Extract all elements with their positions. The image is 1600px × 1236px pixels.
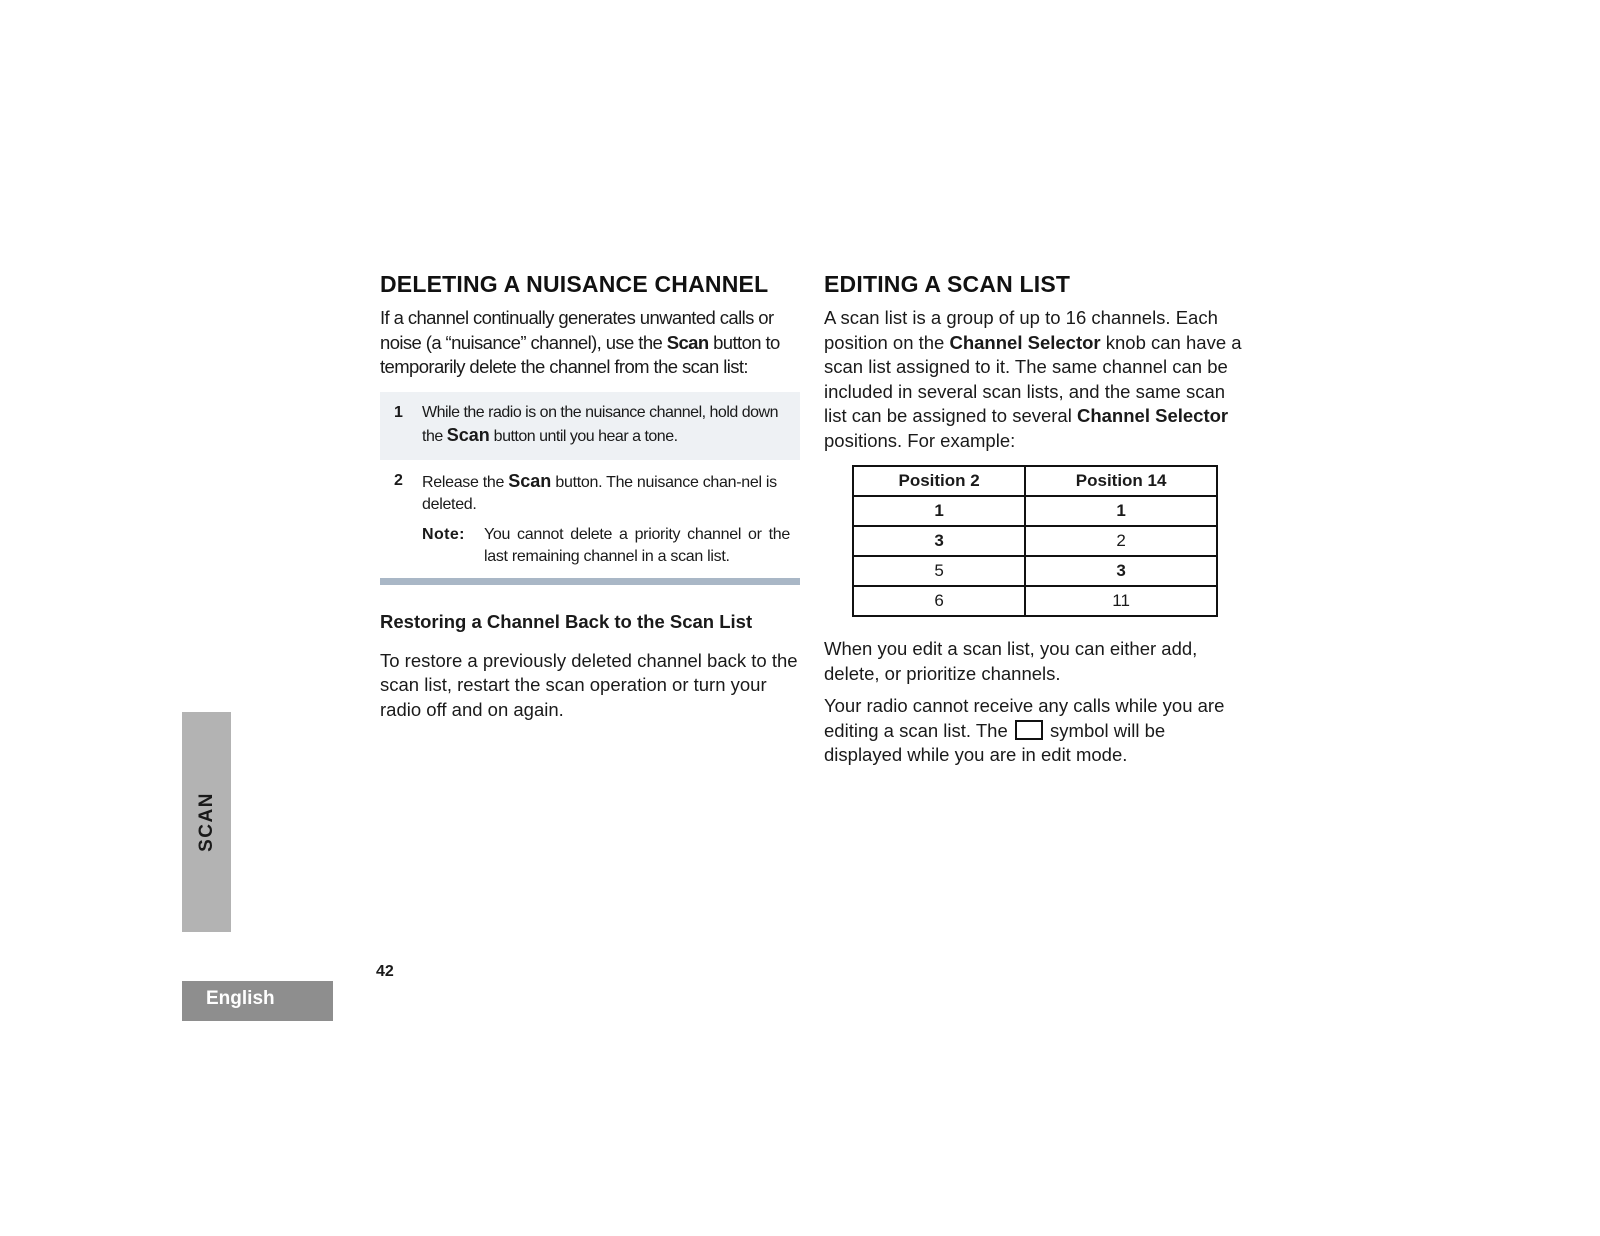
step-text-line <box>422 470 790 516</box>
table-row <box>853 496 1217 526</box>
table-cell: 3 <box>853 526 1025 556</box>
right-column <box>824 268 1244 768</box>
section-heading-deleting: DELETING A NUISANCE CHANNEL <box>380 271 769 297</box>
page-number: 42 <box>376 963 394 980</box>
table-cell: 5 <box>853 556 1025 586</box>
left-column <box>380 268 800 722</box>
section-side-tab <box>182 712 231 932</box>
edit-text-part: symbol will be displayed while you are in edit mode. <box>824 719 1166 765</box>
scan-list-example-table <box>852 465 1218 617</box>
table-cell: 6 <box>853 586 1025 616</box>
steps-divider <box>380 578 800 585</box>
intro-text-cont: knob can have a scan list assigned to it. The same channel can be included in several scan lists, and the same scan list can be assigned to several <box>824 331 1242 426</box>
intro-text-end: positions. For example: <box>824 429 1016 451</box>
restore-paragraph: To restore a previously deleted channel back to the scan list, restart the scan operation or turn your radio off and on again. <box>380 649 798 720</box>
language-tab: English <box>182 981 333 1021</box>
deleting-intro-paragraph <box>380 306 800 380</box>
channel-selector-term: Channel Selector <box>1076 405 1229 426</box>
column-header: Position 14 <box>1025 466 1217 496</box>
step-number: 1 <box>394 403 403 421</box>
table-row <box>853 586 1217 616</box>
edit-paragraph-2 <box>824 694 1244 768</box>
table-cell: 3 <box>1025 556 1217 586</box>
step-text <box>422 402 788 448</box>
step-text-part: Release the <box>422 473 509 491</box>
scan-term: Scan <box>508 470 552 491</box>
intro-text: A scan list is a group of up to 16 channels. Each position on the <box>824 307 1218 353</box>
intro-text-cont: button to temporarily delete the channel from the scan list: <box>380 331 780 377</box>
subheading-restoring: Restoring a Channel Back to the Scan List <box>380 610 753 632</box>
step-2 <box>380 460 800 568</box>
step-text <box>422 470 790 568</box>
table-cell: 11 <box>1025 586 1217 616</box>
note-text: You cannot delete a priority channel or the last remaining channel in a scan list. <box>484 525 790 565</box>
table-cell: 2 <box>1025 526 1217 556</box>
step-number: 2 <box>394 471 403 489</box>
edit-mode-symbol-icon <box>1015 720 1043 740</box>
edit-paragraph-1: When you edit a scan list, you can either add, delete, or prioritize channels. <box>824 638 1198 684</box>
table-header-row <box>853 466 1217 496</box>
table-row <box>853 556 1217 586</box>
intro-text: If a channel continually generates unwanted calls or noise (a “nuisance” channel), use the <box>380 307 774 353</box>
scan-term: Scan <box>446 424 490 445</box>
section-heading-editing: EDITING A SCAN LIST <box>824 271 1071 297</box>
table-cell: 1 <box>1025 496 1217 526</box>
step-text-part: button until you hear a tone. <box>489 427 678 445</box>
edit-text-part: Your radio cannot receive any calls while you are editing a scan list. The <box>824 695 1225 741</box>
channel-selector-term: Channel Selector <box>949 331 1101 353</box>
editing-intro-paragraph <box>824 306 1244 453</box>
side-tab-label: SCAN <box>195 792 217 852</box>
note-label: Note: <box>422 525 465 543</box>
scan-term: Scan <box>666 331 709 353</box>
table-cell: 1 <box>853 496 1025 526</box>
note-block <box>422 524 790 568</box>
table-row <box>853 526 1217 556</box>
column-header: Position 2 <box>853 466 1025 496</box>
step-1 <box>380 392 800 460</box>
step-text-part: button. The nuisance chan-nel is deleted. <box>422 473 777 513</box>
step-text-part: While the radio is on the nuisance channel, hold down the <box>422 403 778 445</box>
